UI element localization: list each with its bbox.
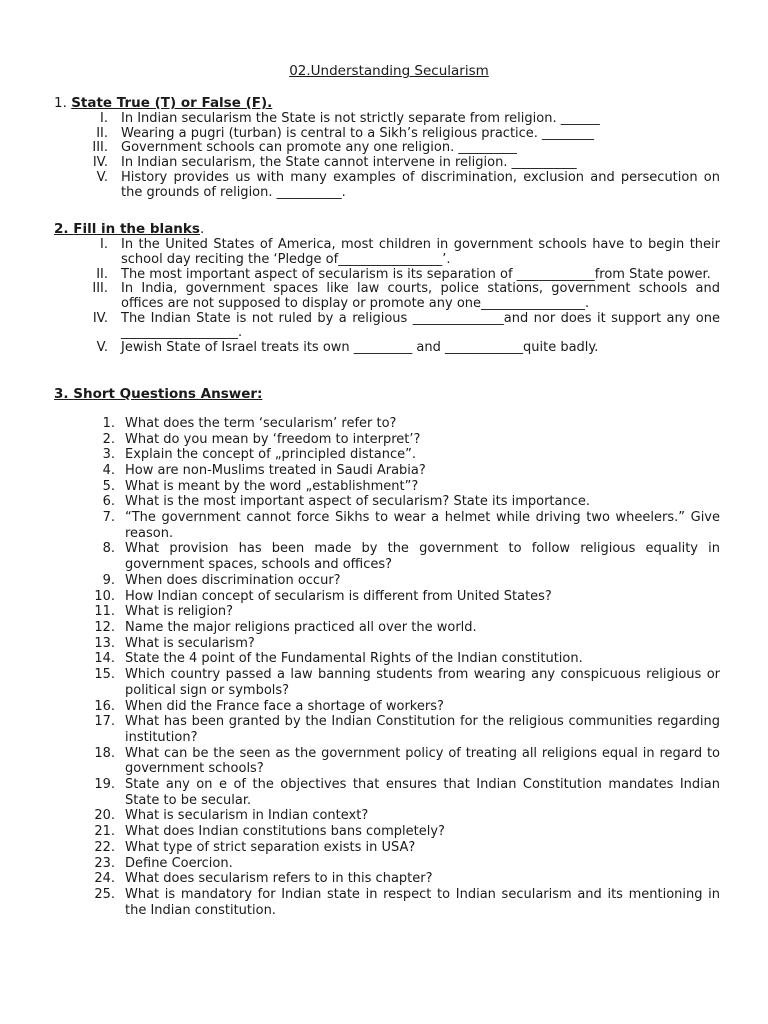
item-text: What type of strict separation exists in USA? [125,839,416,855]
item-text: Define Coercion. [125,855,233,871]
question-item [54,887,720,918]
item-text: History provides us with many examples of discrimination, exclusion and persecution on the grounds of religion. __________. [121,169,720,200]
list-item [54,238,720,267]
item-text: When does discrimination occur? [125,572,341,588]
list-item [54,156,720,171]
item-marker: 7. [102,510,115,526]
question-item [54,746,720,777]
question-item [54,416,720,432]
item-marker: II. [96,125,108,141]
item-text: How are non-Muslims treated in Saudi Arabia? [125,462,426,478]
item-marker: 1. [102,415,115,431]
question-item [54,808,720,824]
item-marker: 5. [102,478,115,494]
item-text: What can be the seen as the government policy of treating all religions equal in regard to government schools? [125,745,720,777]
question-item [54,447,720,463]
item-marker: 10. [94,588,115,604]
item-text: What has been granted by the Indian Constitution for the religious communities regarding institution? [125,714,720,745]
item-marker: 21. [94,824,115,840]
item-text: In Indian secularism the State is not strictly separate from religion. ______ [121,111,600,126]
item-marker: IV. [92,155,108,171]
item-text: Explain the concept of „principled distance”. [125,447,416,463]
item-text: What is religion? [125,604,234,620]
item-text: The most important aspect of secularism is its separation of ____________from State power. [121,266,711,282]
section-label: Short Questions Answer: [73,385,263,402]
question-item [54,510,720,541]
item-marker: 18. [94,745,115,761]
item-marker: 24. [94,871,115,887]
item-text: Name the major religions practiced all over the world. [125,619,477,635]
item-text: What do you mean by ‘freedom to interpret’? [125,431,421,447]
item-marker: V. [96,340,108,356]
section-label: Fill in the blanks [73,221,200,238]
list-item [54,171,720,200]
item-text: When did the France face a shortage of workers? [125,698,444,714]
list-item [54,282,720,311]
list-item [54,112,720,127]
question-item [54,871,720,887]
item-marker: 12. [94,619,115,635]
item-marker: IV. [92,310,108,326]
question-item [54,494,720,510]
item-text: What does secularism refers to in this chapter? [125,871,433,887]
item-text: What is secularism in Indian context? [125,808,369,824]
fill-blanks-list [54,238,720,356]
item-marker: 17. [94,714,115,730]
question-item [54,432,720,448]
item-marker: 20. [94,808,115,824]
true-false-list [54,112,720,200]
item-marker: 22. [94,839,115,855]
item-marker: 11. [94,604,115,620]
item-text: What is meant by the word „establishment”? [125,478,419,494]
item-text: In the United States of America, most children in government schools have to begin their school day reciting the ‘Pledge of________________’. [121,237,720,267]
question-item [54,777,720,808]
item-marker: 23. [94,855,115,871]
item-text: What is mandatory for Indian state in respect to Indian secularism and its mentioning in the Indian constitution. [125,886,720,918]
question-item [54,840,720,856]
item-text: The Indian State is not ruled by a religious ______________and nor does it support any one __________________. [121,310,720,341]
section-number: 2. [54,221,69,238]
question-item [54,479,720,495]
item-marker: 25. [94,886,115,902]
question-item [54,636,720,652]
section-true-false [54,95,720,200]
section-number: 3. [54,385,69,402]
item-text: What is secularism? [125,635,255,651]
item-text: What is the most important aspect of secularism? State its importance. [125,494,591,510]
item-text: In Indian secularism, the State cannot intervene in religion. __________ [121,155,577,171]
question-item [54,856,720,872]
list-item [54,268,720,283]
question-item [54,463,720,479]
question-item [54,620,720,636]
item-marker: 13. [94,635,115,651]
item-marker: II. [96,266,108,282]
section-label-suffix: . [199,221,205,238]
item-marker: III. [92,140,108,156]
item-marker: 15. [94,667,115,683]
list-item [54,341,720,356]
question-item [54,824,720,840]
question-item [54,714,720,745]
item-marker: 6. [102,494,115,510]
item-text: Which country passed a law banning students from wearing any conspicuous religious or political sign or symbols? [125,667,720,698]
question-item [54,651,720,667]
item-text: “The government cannot force Sikhs to wear a helmet while driving two wheelers.” Give reason. [125,510,720,541]
item-text: Government schools can promote any one religion. _________ [121,140,517,156]
item-text: How Indian concept of secularism is different from United States? [125,588,552,604]
section-number: 1. [54,95,67,111]
item-marker: 9. [102,572,115,588]
question-item [54,541,720,572]
section-heading [54,95,720,111]
item-text: State any on e of the objectives that ensures that Indian Constitution mandates Indian State to be secular. [125,777,720,808]
question-item [54,699,720,715]
item-text: Wearing a pugri (turban) is central to a Sikh’s religious practice. ________ [121,125,595,141]
section-short-questions [54,386,720,919]
item-marker: V. [96,169,108,185]
question-item [54,667,720,698]
item-marker: 14. [94,651,115,667]
short-questions-list [54,416,720,919]
question-item [54,589,720,605]
list-item [54,127,720,142]
section-heading [54,386,720,402]
item-marker: 2. [102,431,115,447]
item-marker: 8. [102,541,115,557]
item-marker: 4. [102,462,115,478]
list-item [54,312,720,341]
item-marker: 16. [94,698,115,714]
section-heading [54,221,720,237]
item-marker: I. [100,111,108,126]
item-marker: 19. [94,777,115,793]
item-marker: III. [92,281,108,297]
section-fill-blanks [54,221,720,356]
page-title: 02.Understanding Secularism [289,63,489,79]
item-text: In India, government spaces like law courts, police stations, government schools and offices are not supposed to display or promote any one________________. [121,281,720,312]
item-marker: I. [100,237,108,253]
item-text: What provision has been made by the government to follow religious equality in government spaces, schools and offices? [125,541,720,573]
item-text: State the 4 point of the Fundamental Rights of the Indian constitution. [125,651,583,667]
item-text: What does the term ‘secularism’ refer to? [125,415,397,431]
item-text: Jewish State of Israel treats its own _________ and ____________quite badly. [121,340,599,356]
question-item [54,604,720,620]
item-marker: 3. [102,447,115,463]
list-item [54,141,720,156]
section-label: State True (T) or False (F). [71,95,273,111]
item-text: What does Indian constitutions bans completely? [125,824,445,840]
question-item [54,573,720,589]
